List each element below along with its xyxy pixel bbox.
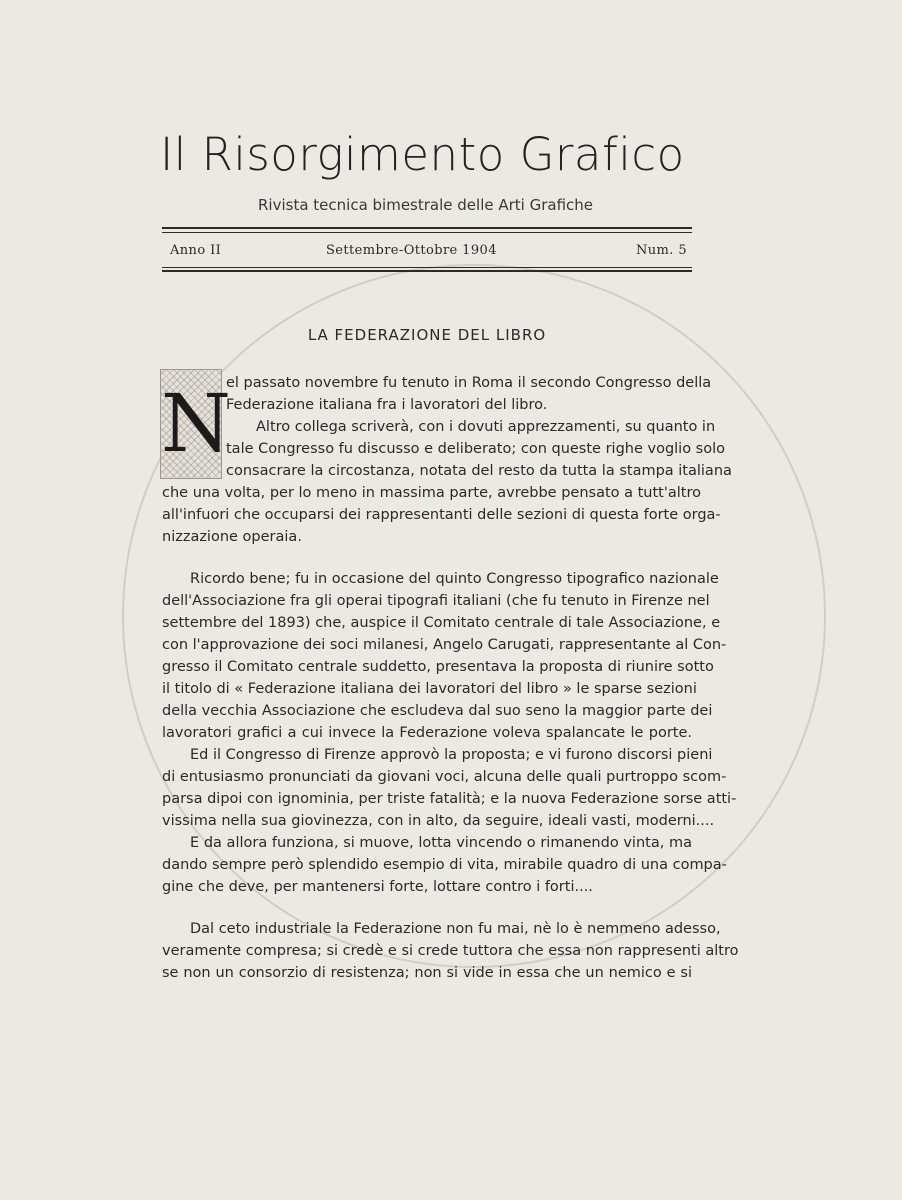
- initial-letter: N: [161, 377, 231, 470]
- header-rule: [162, 227, 692, 229]
- text-line: se non un consorzio di resistenza; non si vide in essa che un nemico e si: [162, 965, 692, 981]
- header-rule: [162, 270, 692, 272]
- text-line: gine che deve, per mantenersi forte, lottare contro i forti....: [162, 879, 593, 895]
- text-line: parsa dipoi con ignominia, per triste fatalità; e la nuova Federazione sorse atti-: [162, 791, 737, 807]
- masthead-title: Il Risorgimento Grafico: [160, 128, 685, 181]
- header-rule: [162, 232, 692, 233]
- text-line: E da allora funziona, si muove, lotta vincendo o rimanendo vinta, ma: [190, 835, 692, 851]
- text-line: con l'approvazione dei soci milanesi, Angelo Carugati, rappresentante al Con-: [162, 637, 727, 653]
- text-line: consacrare la circostanza, notata del resto da tutta la stampa italiana: [226, 463, 732, 479]
- issue-number: Num. 5: [636, 243, 688, 258]
- text-line: il titolo di « Federazione italiana dei lavoratori del libro » le sparse sezioni: [162, 681, 697, 697]
- text-line: all'infuori che occuparsi dei rappresentanti delle sezioni di questa forte orga-: [162, 507, 721, 523]
- text-line: tale Congresso fu discusso e deliberato; con queste righe voglio solo: [226, 441, 726, 457]
- text-line: dando sempre però splendido esempio di vita, mirabile quadro di una compa-: [162, 857, 727, 873]
- issue-date: Settembre-Ottobre 1904: [326, 243, 497, 258]
- text-line: della vecchia Associazione che escludeva dal suo seno la maggior parte dei: [162, 703, 713, 719]
- text-line: lavoratori grafici a cui invece la Federazione voleva spalancate le porte.: [162, 725, 692, 741]
- text-line: Altro collega scriverà, con i dovuti apprezzamenti, su quanto in: [256, 419, 716, 435]
- text-line: Ed il Congresso di Firenze approvò la proposta; e vi furono discorsi pieni: [190, 747, 713, 763]
- header-rule: [162, 267, 692, 268]
- text-line: vissima nella sua giovinezza, con in alto, da seguire, ideali vasti, moderni....: [162, 813, 715, 829]
- text-line: veramente compresa; si credè e si crede tuttora che essa non rappresenti altro: [162, 943, 739, 959]
- issue-year: Anno II: [170, 243, 222, 258]
- text-line: settembre del 1893) che, auspice il Comitato centrale di tale Associazione, e: [162, 615, 721, 631]
- text-line: Dal ceto industriale la Federazione non fu mai, nè lo è nemmeno adesso,: [190, 921, 721, 937]
- masthead-subtitle: Rivista tecnica bimestrale delle Arti Grafiche: [258, 196, 594, 214]
- text-line: di entusiasmo pronunciati da giovani voci, alcuna delle quali purtroppo scom-: [162, 769, 727, 785]
- text-line: gresso il Comitato centrale suddetto, presentava la proposta di riunire sotto: [162, 659, 714, 675]
- text-line: Federazione italiana fra i lavoratori del libro.: [226, 397, 548, 413]
- text-line: el passato novembre fu tenuto in Roma il secondo Congresso della: [226, 375, 712, 391]
- text-line: che una volta, per lo meno in massima parte, avrebbe pensato a tutt'altro: [162, 485, 701, 501]
- decorated-initial: [160, 369, 231, 479]
- text-line: Ricordo bene; fu in occasione del quinto Congresso tipografico nazionale: [190, 571, 719, 587]
- text-line: nizzazione operaia.: [162, 529, 302, 545]
- text-line: dell'Associazione fra gli operai tipografi italiani (che fu tenuto in Firenze nel: [162, 593, 710, 609]
- article-title: LA FEDERAZIONE DEL LIBRO: [307, 326, 547, 344]
